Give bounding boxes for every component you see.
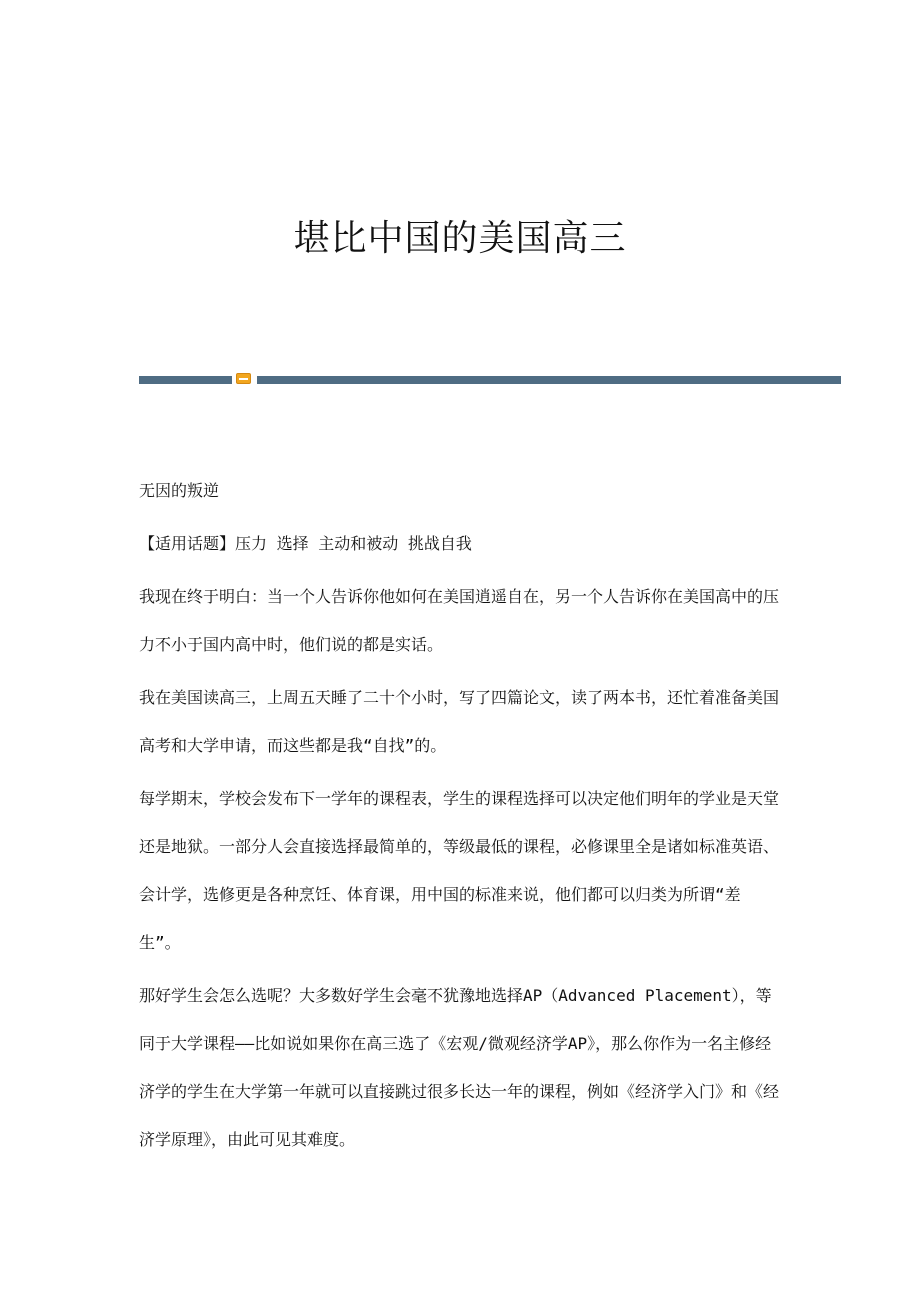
document-title: 堪比中国的美国高三 (293, 218, 627, 259)
body-paragraph: 我在美国读高三，上周五天睡了二十个小时，写了四篇论文，读了两本书，还忙着准备美国高考和大学申请，而这些都是我“自找”的。 (139, 688, 780, 755)
title-divider (139, 372, 841, 386)
divider-bar-right (257, 376, 841, 384)
topic-tags: 【适用话题】压力 选择 主动和被动 挑战自我 (139, 534, 472, 553)
body-paragraph: 我现在终于明白：当一个人告诉你他如何在美国逍遥自在，另一个人告诉你在美国高中的压力不小于国内高中时，他们说的都是实话。 (139, 587, 780, 654)
body-paragraph: 每学期末，学校会发布下一学年的课程表，学生的课程选择可以决定他们明年的学业是天堂还是地狱。一部分人会直接选择最简单的，等级最低的课程，必修课里全是诸如标准英语、会计学，选修更是各种烹饪、体育课，用中国的标准来说，他们都可以归类为所谓“差生”。 (139, 789, 780, 952)
document-body (139, 467, 779, 1169)
section-heading: 无因的叛逆 (139, 481, 220, 500)
divider-bar-left (139, 376, 232, 384)
body-paragraph: 那好学生会怎么选呢？大多数好学生会毫不犹豫地选择AP（Advanced Placement），等同于大学课程——比如说如果你在高三选了《宏观/微观经济学AP》，那么你作为一名主修经济学的学生在大学第一年就可以直接跳过很多长达一年的课程，例如《经济学入门》和《经济学原理》，由此可见其难度。 (139, 986, 780, 1149)
divider-badge-icon (236, 373, 251, 384)
